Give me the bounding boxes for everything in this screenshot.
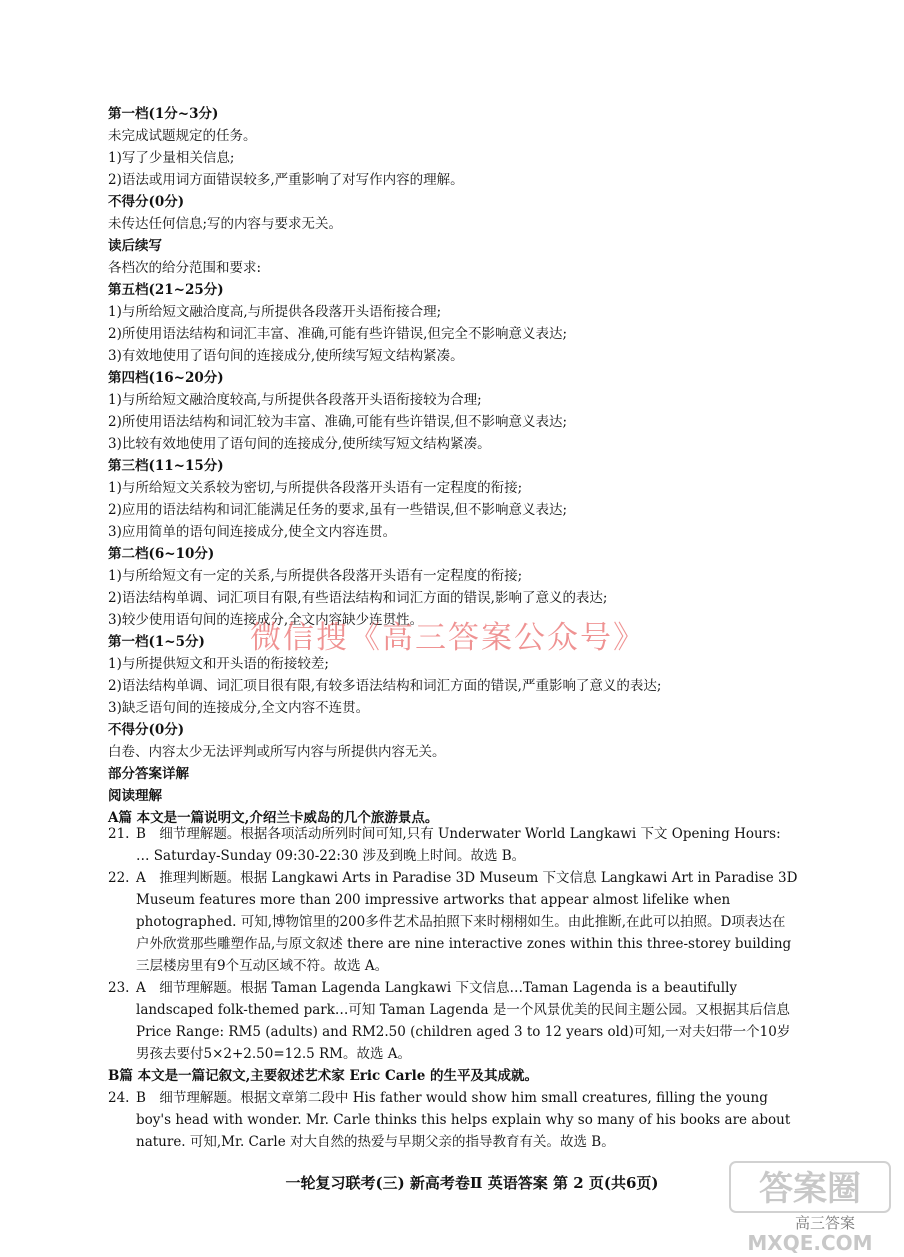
text-line: 2)语法结构单调、词汇项目有限,有些语法结构和词汇方面的错误,影响了意义的表达; xyxy=(108,590,608,606)
answer-item xyxy=(108,977,798,1065)
section-heading: 阅读理解 xyxy=(108,788,162,804)
section-heading: 第二档(6~10分) xyxy=(108,546,215,562)
section-heading: 不得分(0分) xyxy=(108,194,185,210)
text-line: 3)应用简单的语句间连接成分,使全文内容连贯。 xyxy=(108,524,397,540)
answer-text: A 推理判断题。根据 Langkawi Arts in Paradise 3D Museum 下文信息 Langkawi Art in Paradise 3D Museum features more than 200 impressive artworks that appear almost lifelike when photographed. 可知,博物馆里的200多件艺术品拍照下来时栩栩如生。由此推断,在此可以拍照。D项表达在户外欣赏那些雕塑作品,与原文叙述 there are nine interactive zones within this three-storey building 三层楼房里有9个互动区域不符。故选 A。 xyxy=(136,870,798,974)
text-line: 1)写了少量相关信息; xyxy=(108,150,235,166)
section-heading: 第四档(16~20分) xyxy=(108,370,224,386)
site-logo-watermark xyxy=(720,1160,900,1255)
text-line: 2)语法结构单调、词汇项目很有限,有较多语法结构和词汇方面的错误,严重影响了意义的表达; xyxy=(108,678,662,694)
answer-number: 24. xyxy=(108,1090,130,1106)
text-line: 2)应用的语法结构和词汇能满足任务的要求,虽有一些错误,但不影响意义表达; xyxy=(108,502,567,518)
answer-number: 21. xyxy=(108,826,130,842)
answer-item xyxy=(108,867,798,977)
page-footer: 一轮复习联考(三) 新高考卷Ⅱ 英语答案 第 2 页(共6页) xyxy=(285,1174,659,1192)
text-line: 3)较少使用语句间的连接成分,全文内容缺少连贯性。 xyxy=(108,612,424,628)
answer-text: B 细节理解题。根据各项活动所列时间可知,只有 Underwater World Langkawi 下文 Opening Hours: … Saturday-Sunday 09:30-22:30 涉及到晚上时间。故选 B。 xyxy=(136,826,781,864)
section-heading: 第三档(11~15分) xyxy=(108,458,224,474)
answer-text: A 细节理解题。根据 Taman Lagenda Langkawi 下文信息…Taman Lagenda is a beautifully landscaped folk-themed park…可知 Taman Lagenda 是一个风景优美的民间主题公园。又根据其后信息 Price Range: RM5 (adults) and RM2.50 (children aged 3 to 12 years old)可知,一对夫妇带一个10岁男孩去要付5×2+2.50=12.5 RM。故选 A。 xyxy=(136,980,791,1062)
text-line: 1)与所提供短文和开头语的衔接较差; xyxy=(108,656,329,672)
logo-text: 答案圈 xyxy=(759,1169,861,1209)
text-line: 未完成试题规定的任务。 xyxy=(108,128,257,144)
text-line: 1)与所给短文关系较为密切,与所提供各段落开头语有一定程度的衔接; xyxy=(108,480,523,496)
text-line: 1)与所给短文融洽度较高,与所提供各段落开头语衔接较为合理; xyxy=(108,392,482,408)
text-line: 2)所使用语法结构和词汇丰富、准确,可能有些许错误,但完全不影响意义表达; xyxy=(108,326,567,342)
text-line: 3)有效地使用了语句间的连接成分,使所续写短文结构紧凑。 xyxy=(108,348,464,364)
section-b-heading: B篇 本文是一篇记叙文,主要叙述艺术家 Eric Carle 的生平及其成就。 xyxy=(108,1068,538,1084)
text-line: 1)与所给短文有一定的关系,与所提供各段落开头语有一定程度的衔接; xyxy=(108,568,523,584)
logo-site: MXQE.COM xyxy=(747,1231,873,1255)
logo-subtext: 高三答案 xyxy=(794,1214,856,1232)
section-heading: 第一档(1分~3分) xyxy=(108,106,219,122)
section-heading: 第一档(1~5分) xyxy=(108,634,205,650)
text-line: 3)比较有效地使用了语句间的连接成分,使所续写短文结构紧凑。 xyxy=(108,436,491,452)
text-line: 2)所使用语法结构和词汇较为丰富、准确,可能有些许错误,但不影响意义表达; xyxy=(108,414,567,430)
section-heading: 部分答案详解 xyxy=(108,766,189,782)
section-heading: 第五档(21~25分) xyxy=(108,282,224,298)
answer-number: 22. xyxy=(108,870,130,886)
watermark-text: 微信搜《高三答案公众号》 xyxy=(250,620,646,656)
answer-item xyxy=(108,823,798,867)
section-heading: 不得分(0分) xyxy=(108,722,185,738)
text-line: 1)与所给短文融洽度高,与所提供各段落开头语衔接合理; xyxy=(108,304,442,320)
text-line: 2)语法或用词方面错误较多,严重影响了对写作内容的理解。 xyxy=(108,172,464,188)
text-line: 各档次的给分范围和要求: xyxy=(108,260,262,276)
text-line: 未传达任何信息;写的内容与要求无关。 xyxy=(108,216,343,232)
answer-24 xyxy=(108,1087,798,1153)
text-line: 白卷、内容太少无法评判或所写内容与所提供内容无关。 xyxy=(108,744,446,760)
text-line: 3)缺乏语句间的连接成分,全文内容不连贯。 xyxy=(108,700,370,716)
answer-number: 23. xyxy=(108,980,130,996)
answer-text: B 细节理解题。根据文章第二段中 His father would show him small creatures, filling the young boy's head with wonder. Mr. Carle thinks this helps explain why so many of his books are about nature. 可知,Mr. Carle 对大自然的热爱与早期父亲的指导教育有关。故选 B。 xyxy=(136,1090,791,1150)
section-heading: A篇 本文是一篇说明文,介绍兰卡威岛的几个旅游景点。 xyxy=(108,810,439,826)
section-heading: 读后续写 xyxy=(108,238,162,254)
